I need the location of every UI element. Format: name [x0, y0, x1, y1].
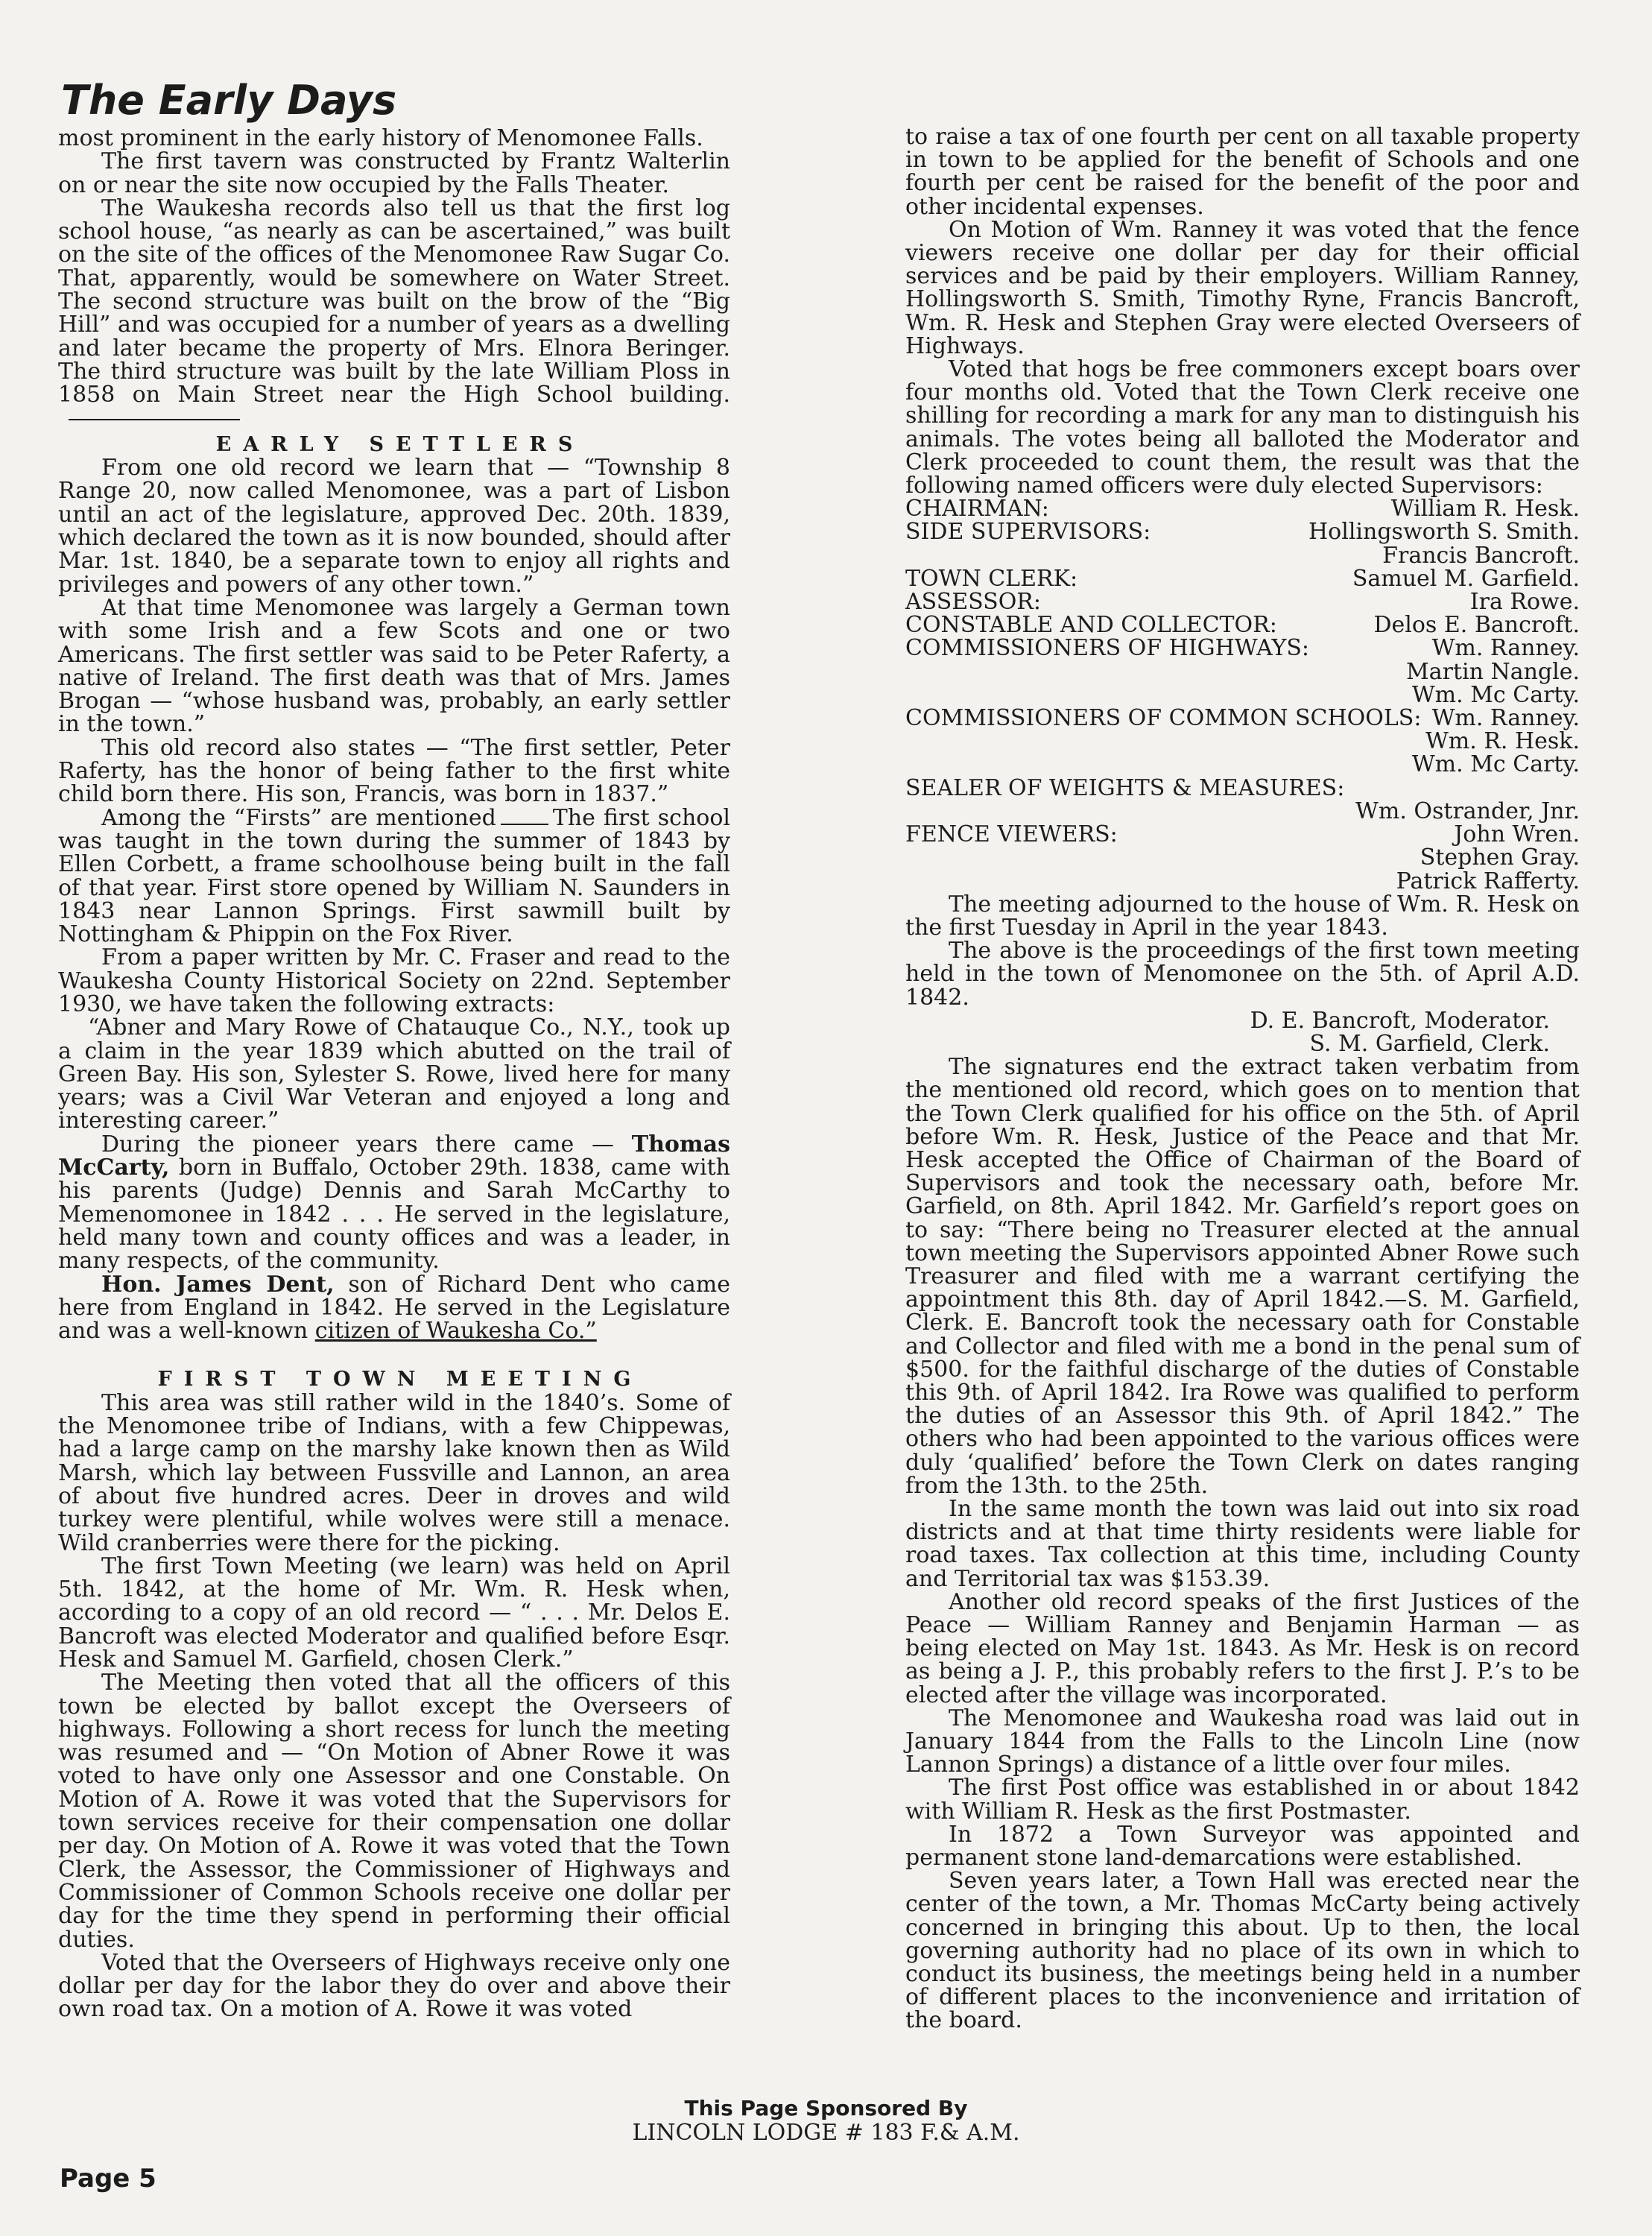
- paragraph: In the same month the town was laid out into six road districts and at that time thirty residents were liable for road taxes. Tax collection at this time, including County and Territorial tax was $153.39.: [905, 1495, 1580, 1592]
- right-column: [905, 125, 1580, 2033]
- sponsor-name: LINCOLN LODGE # 183 F.& A.M.: [632, 2120, 1020, 2146]
- roster-office: SEALER OF WEIGHTS & MEASURES:: [905, 774, 1345, 801]
- paragraph: The first Town Meeting (we learn) was held on April 5th. 1842, at the home of Mr. Wm. R. Hesk when, according to a copy of an old record — “ . . . Mr. Delos E. Bancroft was elected Moderator and qualified before Esqr. Hesk and Samuel M. Garfield, chosen Clerk.”: [58, 1553, 730, 1673]
- paragraph: The above is the proceedings of the first town meeting held in the town of Menomonee on the 5th. of April A.D. 1842.: [905, 938, 1580, 1011]
- paragraph: [58, 806, 730, 947]
- paragraph: In 1872 a Town Surveyor was appointed and permanent stone land-demarcations were established.: [905, 1821, 1580, 1872]
- paragraph-text: The Waukesha records also tell us that the first log school house, “as nearly as can be ascertained,” was built on the site of the offices of the Menomonee Raw Sugar Co. That, apparently, would be somewhere on Water Street. The second structure was built on the brow of the “Big Hill” and was occupied for a number of years as a dwelling and later became the property of Mrs. Elnora Beringer. The third structure was built by the late William Ploss in 1858 on Main Street near the High School building.: [58, 195, 730, 408]
- page-title: The Early Days: [61, 77, 397, 124]
- paragraph: The first tavern was constructed by Frantz Walterlin on or near the site now occupied by the Falls Theater.: [58, 148, 730, 198]
- roster-office: TOWN CLERK:: [905, 565, 1078, 592]
- paragraph: most prominent in the early history of Menomonee Falls.: [58, 125, 703, 151]
- roster-name: Wm. Ostrander, Jnr.: [1355, 798, 1580, 824]
- paragraph: The meeting adjourned to the house of Wm. R. Hesk on the first Tuesday in April in the year 1843.: [905, 891, 1580, 941]
- blank-line: [501, 810, 548, 825]
- signature-moderator: D. E. Bancroft, Moderator.: [1250, 1007, 1550, 1034]
- roster-office: SIDE SUPERVISORS:: [905, 519, 1151, 546]
- paragraph-text: citizen of Waukesha Co.”: [314, 1318, 597, 1345]
- paragraph: Seven years later, a Town Hall was erected near the center of the town, a Mr. Thomas McCarty being actively concerned in bringing this about. Up to then, the local governing authority had no place of its own in which to conduct its business, the meetings being held in a number of different places to the inconvenience and irritation of the board.: [905, 1868, 1580, 2034]
- roster-name: Delos E. Bancroft.: [1373, 612, 1580, 639]
- roster-row: [905, 589, 1580, 616]
- roster-name: Wm. Ranney.: [1431, 635, 1580, 662]
- paragraph: to raise a tax of one fourth per cent on all taxable property in town to be applied for the benefit of Schools and one fourth per cent be raised for the benefit of the poor and other incidental expenses.: [905, 124, 1580, 220]
- roster-name: Samuel M. Garfield.: [1352, 565, 1580, 592]
- paragraph: The first Post office was established in or about 1842 with William R. Hesk as the first Postmaster.: [905, 1775, 1580, 1825]
- page-number: Page 5: [60, 2164, 156, 2194]
- section-heading-early-settlers: EARLY SETTLERS: [215, 432, 585, 456]
- paragraph: Another old record speaks of the first Justices of the Peace — William Ranney and Benjamin Harman — as being elected on May 1st. 1843. As Mr. Hesk is on record as being a J. P., this probably refers to the first J. P.’s to be elected after the village was incorporated.: [905, 1588, 1580, 1708]
- roster-name: Patrick Rafferty.: [1396, 868, 1580, 894]
- roster-row: [905, 637, 1580, 660]
- roster-name: Stephen Gray.: [1420, 844, 1580, 871]
- paragraph: The signatures end the extract taken verbatim from the mentioned old record, which goes on to mention that the Town Clerk qualified for his office on the 5th. of April before Wm. R. Hesk, Justice of the Peace and that Mr. Hesk accepted the Office of Chairman of the Board of Supervisors and took the necessary oath, before Mr. Garfield, on 8th. April 1842. Mr. Garfield’s report goes on to say: “There being no Treasurer elected at the annual town meeting the Supervisors appointed Abner Rowe such Treasurer and filed with me a warrant certifying the appointment this 8th. day of April 1842.—S. M. Garfield, Clerk. E. Bancroft took the necessary oath for Constable and Collector and filed with me a bond in the penal sum of $500. for the faithful discharge of the duties of Constable this 9th. of April 1842. Ira Rowe was qualified to perform the duties of an Assessor this 9th. of April 1842.” The others who had been appointed to the various offices were duly ‘qualified’ before the Town Clerk on dates ranging from the 13th. to the 25th.: [905, 1054, 1580, 1499]
- paragraph: At that time Menomonee was largely a German town with some Irish and a few Scots and one or two Americans. The first settler was said to be Peter Raferty, a native of Ireland. The first death was that of Mrs. James Brogan — “whose husband was, probably, an early settler in the town.”: [58, 594, 730, 738]
- paragraph: This area was still rather wild in the 1840’s. Some of the Menomonee tribe of Indians, with a few Chippewas, had a large camp on the marshy lake known then as Wild Marsh, which lay between Fussville and Lannon, an area of about five hundred acres. Deer in droves and wild turkey were plentiful, while wolves were still a menace. Wild cranberries were there for the picking.: [58, 1389, 730, 1556]
- officers-roster: [905, 497, 1580, 892]
- section-heading-first-town-meeting: FIRST TOWN MEETING: [157, 1368, 643, 1392]
- roster-name: William R. Hesk.: [1390, 496, 1580, 522]
- paragraph: Voted that hogs be free commoners except boars over four months old. Voted that the Town Clerk receive one shilling for recording a mark for any man to distinguish his animals. The votes being all balloted the Moderator and Clerk proceeded to count them, the result was that the following named officers were duly elected Supervisors:: [905, 356, 1580, 499]
- paragraph: Voted that the Overseers of Highways receive only one dollar per day for the labor they do over and above their own road tax. On a motion of A. Rowe it was voted: [58, 1949, 730, 2023]
- paragraph: [58, 1133, 730, 1273]
- roster-name: Martin Nangle.: [1406, 658, 1580, 685]
- paragraph: On Motion of Wm. Ranney it was voted that the fence viewers receive one dollar per day for their official services and be paid by their employers. William Ranney, Hollingsworth S. Smith, Timothy Ryne, Francis Bancroft, Wm. R. Hesk and Stephen Gray were elected Overseers of Highways.: [905, 216, 1580, 359]
- quote-paragraph: “Abner and Mary Rowe of Chatauque Co., N.Y., took up a claim in the year 1839 which abutted on the trail of Green Bay. His son, Sylester S. Rowe, lived here for many years; was a Civil War Veteran and enjoyed a long and interesting career.”: [58, 1014, 730, 1134]
- roster-name: Francis Bancroft.: [1382, 542, 1580, 569]
- paragraph-text: born in Buffalo, October 29th. 1838, came with his parents (Judge) Dennis and Sarah McCarthy to Memenomonee in 1842 . . . He served in the legislature, held many town and county offices and was a leader, in many respects, of the community.: [58, 1155, 730, 1275]
- paragraph: [58, 197, 730, 430]
- paragraph: [58, 1273, 730, 1343]
- roster-row: [905, 567, 1580, 590]
- paragraph: From one old record we learn that — “Township 8 Range 20, now called Menomonee, was a part of Lisbon until an act of the legislature, approved Dec. 20th. 1839, which declared the town as it is now bounded, should after Mar. 1st. 1840, be a separate town to enjoy all rights and privileges and powers of any other town.”: [58, 455, 730, 598]
- sponsor-line: This Page Sponsored By: [684, 2096, 968, 2120]
- paragraph-text: son of Richard Dent who came here from England in 1842. He served in the Legislature and was a well-known: [58, 1271, 730, 1345]
- paragraph: The Menomonee and Waukesha road was laid out in January 1844 from the Falls to the Lincoln Line (now Lannon Springs) a distance of a little over four miles.: [905, 1705, 1580, 1778]
- roster-row: [905, 613, 1580, 637]
- roster-name: Wm. Ranney.: [1431, 705, 1580, 732]
- person-name: Thomas McCarty,: [58, 1131, 730, 1181]
- roster-row: [905, 707, 1580, 730]
- roster-name: Wm. Mc Carty.: [1411, 681, 1580, 708]
- paragraph: This old record also states — “The first settler, Peter Raferty, has the honor of being father to the first white child born there. His son, Francis, was born in 1837.”: [58, 734, 730, 808]
- paragraph: The Meeting then voted that all the officers of this town be elected by ballot except the Overseers of highways. Following a short recess for lunch the meeting was resumed and — “On Motion of Abner Rowe it was voted to have only one Assessor and one Constable. On Motion of A. Rowe it was voted that the Supervisors for town services receive for their compensation one dollar per day. On Motion of A. Rowe it was voted that the Town Clerk, the Assessor, the Commissioner of Highways and Commissioner of Common Schools receive one dollar per day for the time they spend in performing their official duties.: [58, 1670, 730, 1953]
- roster-office: ASSESSOR:: [905, 589, 1042, 616]
- paragraph-text: Among the “Firsts” are mentioned: [101, 804, 496, 831]
- roster-name: Wm. Mc Carty.: [1411, 751, 1580, 778]
- paragraph-text: During the pioneer years there came —: [101, 1131, 615, 1158]
- roster-office: COMMISSIONERS OF COMMON SCHOOLS:: [905, 705, 1422, 732]
- person-name: Hon. James Dent,: [101, 1271, 335, 1298]
- roster-row: [905, 497, 1580, 520]
- paragraph-text: The first school was taught in the town during the summer of 1843 by Ellen Corbett, a frame schoolhouse being built in the fall of that year. First store opened by William N. Saunders in 1843 near Lannon Springs. First sawmill built by Nottingham & Phippin on the Fox River.: [58, 804, 730, 948]
- roster-office: FENCE VIEWERS:: [905, 821, 1118, 848]
- sponsor-credit: [0, 2096, 1652, 2145]
- paragraph: From a paper written by Mr. C. Fraser and read to the Waukesha County Historical Society on 22nd. September 1930, we have taken the following extracts:: [58, 944, 730, 1017]
- roster-office: COMMISSIONERS OF HIGHWAYS:: [905, 635, 1310, 662]
- roster-name: John Wren.: [1454, 821, 1580, 848]
- roster-office: CONSTABLE AND COLLECTOR:: [905, 612, 1277, 639]
- roster-row: [905, 519, 1580, 546]
- roster-name: Wm. R. Hesk.: [1425, 728, 1580, 755]
- roster-name: Hollingsworth S. Smith.: [1308, 519, 1580, 546]
- roster-office: CHAIRMAN:: [905, 496, 1049, 522]
- roster-row: [905, 823, 1580, 846]
- roster-name: Ira Rowe.: [1469, 589, 1580, 616]
- divider: [69, 419, 240, 420]
- signature-clerk: S. M. Garfield, Clerk.: [1309, 1030, 1550, 1057]
- left-column: [58, 127, 730, 2021]
